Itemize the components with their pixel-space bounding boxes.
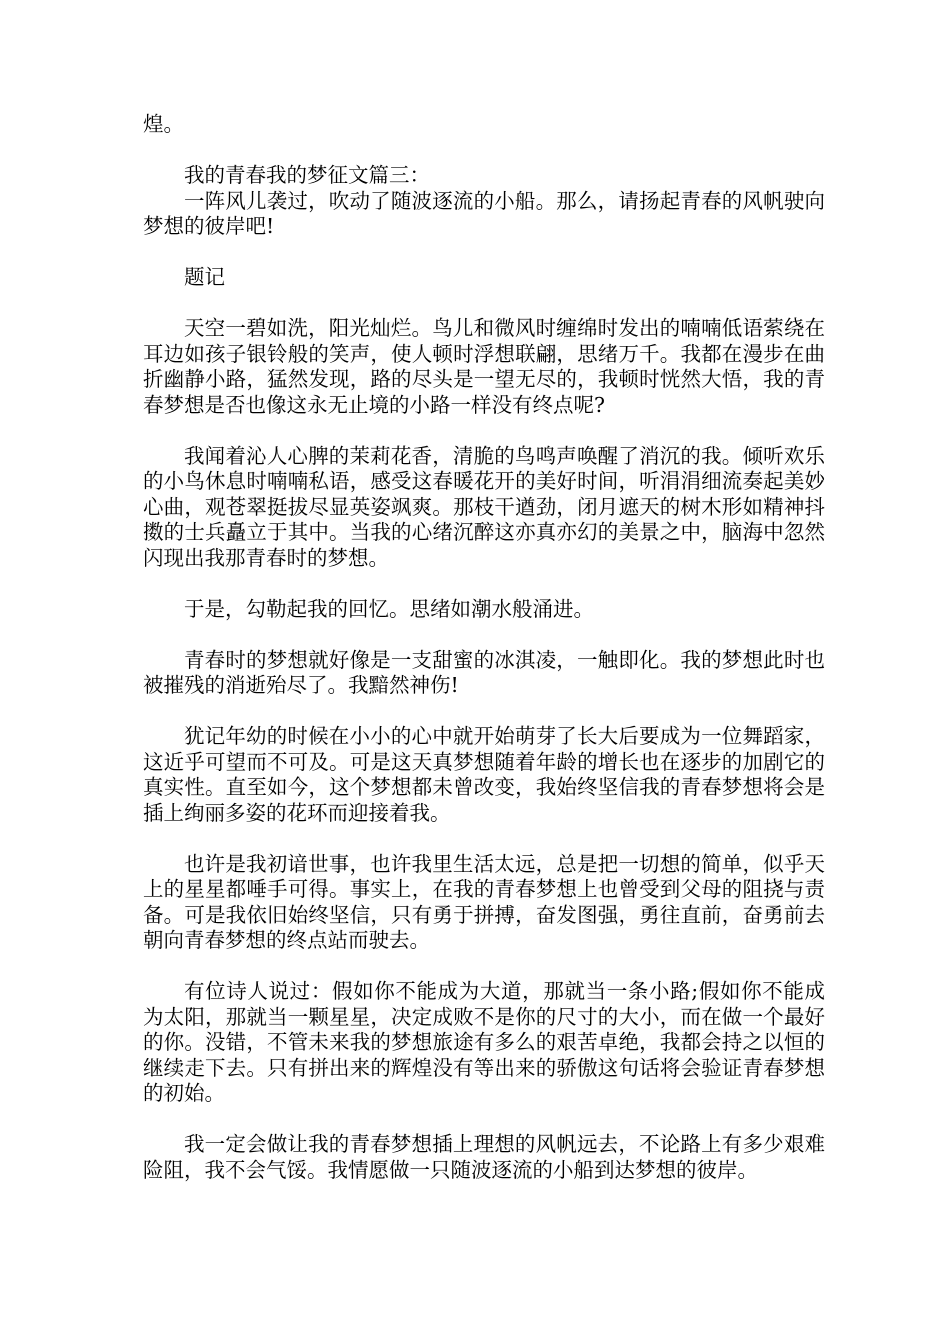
body-paragraph: 也许是我初谙世事，也许我里生活太远，总是把一切想的简单，似乎天上的星星都唾手可得。事实上，在我的青春梦想上也曾受到父母的阻挠与责备。可是我依旧始终坚信，只有勇于拼搏，奋发图强，勇往直前，奋勇前去朝向青春梦想的终点站而驶去。 xyxy=(143,851,825,952)
body-paragraph: 于是，勾勒起我的回忆。思绪如潮水般涌进。 xyxy=(184,596,594,621)
body-paragraph: 我一定会做让我的青春梦想插上理想的风帆远去，不论路上有多少艰难险阻，我不会气馁。我情愿做一只随波逐流的小船到达梦想的彼岸。 xyxy=(143,1132,825,1182)
body-paragraph: 我闻着沁人心脾的茉莉花香，清脆的鸟鸣声唤醒了消沉的我。倾听欢乐的小鸟休息时喃喃私语，感受这春暖花开的美好时间，听涓涓细流奏起美妙心曲，观苍翠挺拔尽显英姿飒爽。那枝干遒劲，闭月遮天的树木形如精神抖擞的士兵矗立于其中。当我的心绪沉醉这亦真亦幻的美景之中，脑海中忽然闪现出我那青春时的梦想。 xyxy=(143,443,825,570)
intro-paragraph: 一阵风儿袭过，吹动了随波逐流的小船。那么，请扬起青春的风帆驶向梦想的彼岸吧! xyxy=(143,188,825,238)
paragraph-fragment: 煌。 xyxy=(143,112,184,136)
body-paragraph: 有位诗人说过：假如你不能成为大道，那就当一条小路;假如你不能成为太阳，那就当一颗星星，决定成败不是你的尺寸的大小，而在做一个最好的你。没错，不管未来我的梦想旅途有多么的艰苦卓绝，我都会持之以恒的继续走下去。只有拼出来的辉煌没有等出来的骄傲这句话将会验证青春梦想的初始。 xyxy=(143,979,825,1105)
body-paragraph: 天空一碧如洗，阳光灿烂。鸟儿和微风时缠绵时发出的喃喃低语萦绕在耳边如孩子银铃般的笑声，使人顿时浮想联翩，思绪万千。我都在漫步在曲折幽静小路，猛然发现，路的尽头是一望无尽的，我顿时恍然大悟，我的青春梦想是否也像这永无止境的小路一样没有终点呢? xyxy=(143,316,825,417)
document-page xyxy=(143,112,825,1183)
epigraph-label: 题记 xyxy=(184,265,225,289)
body-paragraph: 青春时的梦想就好像是一支甜蜜的冰淇凌，一触即化。我的梦想此时也被摧残的消逝殆尽了。我黯然神伤! xyxy=(143,647,825,697)
section-heading: 我的青春我的梦征文篇三： xyxy=(184,163,430,187)
body-paragraph: 犹记年幼的时候在小小的心中就开始萌芽了长大后要成为一位舞蹈家，这近乎可望而不可及。可是这天真梦想随着年龄的增长也在逐步的加剧它的真实性。直至如今，这个梦想都未曾改变，我始终坚信我的青春梦想将会是插上绚丽多姿的花环而迎接着我。 xyxy=(143,724,825,825)
